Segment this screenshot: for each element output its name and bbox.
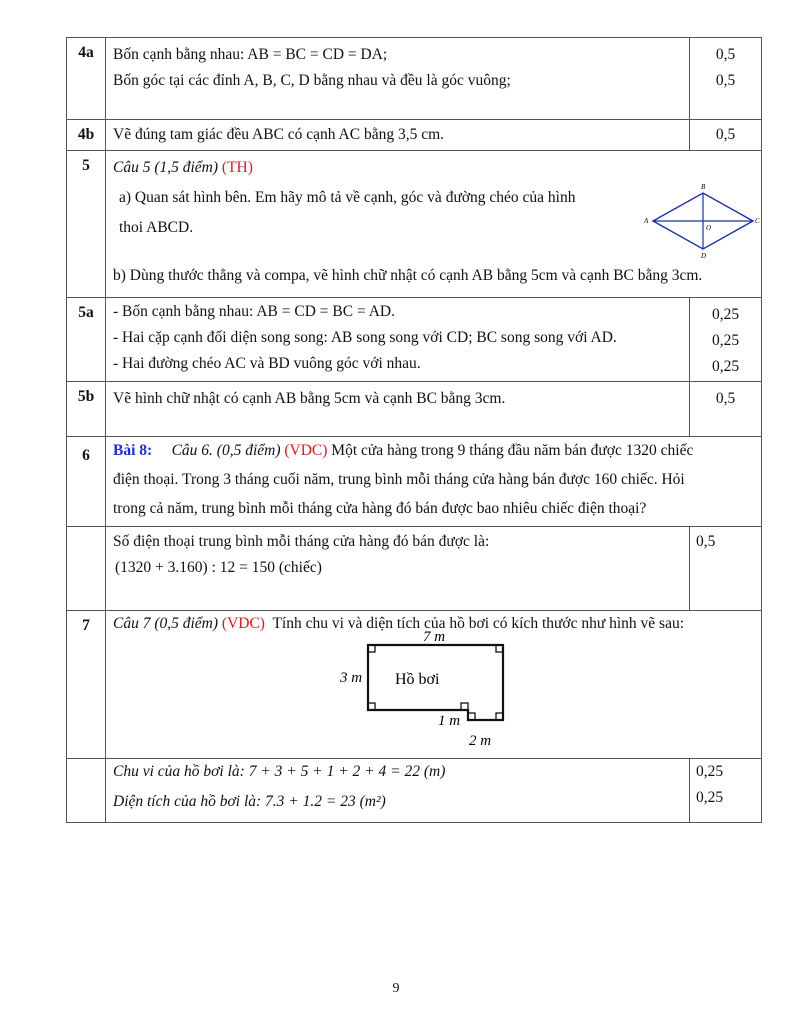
score-cell — [690, 120, 762, 151]
center-label-o: O — [706, 224, 712, 232]
score: 0,5 — [715, 72, 736, 89]
score-cell — [690, 382, 762, 437]
question-cell — [106, 151, 762, 298]
grading-table — [66, 37, 762, 823]
answer-cell — [106, 38, 690, 120]
question-label: 4a — [67, 38, 106, 120]
question-text: điện thoại. Trong 3 tháng cuối năm, trung bình mỗi tháng cửa hàng bán được 160 chiếc. Hỏi — [113, 471, 685, 488]
pool-figure — [328, 625, 518, 751]
question-text: trong cả năm, trung bình mỗi tháng cửa hàng đó bán được bao nhiêu chiếc điện thoại? — [113, 500, 647, 517]
row-5 — [67, 151, 762, 298]
question-heading: Câu 5 (1,5 điểm) — [113, 159, 219, 176]
question-label: 6 — [67, 437, 106, 527]
score: 0,25 — [711, 358, 740, 375]
answer-line: Số điện thoại trung bình mỗi tháng cửa hàng đó bán được là: — [113, 533, 490, 550]
exercise-tag: Bài 8: — [113, 442, 153, 459]
pool-name: Hồ bơi — [395, 671, 440, 688]
question-text: Tính chu vi và diện tích của hồ bơi có kích thước như hình vẽ sau: — [272, 615, 685, 632]
row-5b — [67, 382, 762, 437]
row-7 — [67, 611, 762, 759]
question-heading: Câu 7 (0,5 điểm) — [113, 615, 219, 632]
score: 0,25 — [696, 789, 724, 806]
row-6-solution — [67, 527, 762, 611]
score-cell — [690, 38, 762, 120]
question-label: 7 — [67, 611, 106, 759]
page-number: 9 — [392, 981, 400, 996]
question-label: 5 — [67, 151, 106, 298]
row-4a — [67, 38, 762, 120]
row-4b — [67, 120, 762, 151]
answer-cell — [106, 382, 690, 437]
question-text: a) Quan sát hình bên. Em hãy mô tả về cạnh, góc và đường chéo của hình — [119, 189, 576, 206]
score-cell — [690, 527, 762, 611]
rhombus-figure — [641, 181, 761, 261]
answer-line: Chu vi của hồ bơi là: 7 + 3 + 5 + 1 + 2 + 4 = 22 (m) — [113, 763, 446, 780]
question-text: b) Dùng thước thẳng và compa, vẽ hình chữ nhật có cạnh AB bằng 5cm và cạnh BC bằng 3cm. — [113, 267, 703, 284]
level-tag: (VDC) — [221, 615, 265, 632]
answer-formula: (1320 + 3.160) : 12 = 150 (chiếc) — [115, 559, 322, 576]
answer-line: - Hai cặp cạnh đối diện song song: AB song song với CD; BC song song với AD. — [113, 329, 617, 346]
score: 0,25 — [711, 332, 740, 349]
score: 0,25 — [711, 306, 740, 323]
answer-line: Bốn góc tại các đỉnh A, B, C, D bằng nhau và đều là góc vuông; — [113, 72, 511, 89]
vertex-label-c: C — [755, 217, 760, 225]
dimension-top: 7 m — [423, 629, 446, 645]
answer-cell — [106, 298, 690, 382]
row-5a — [67, 298, 762, 382]
question-label: 4b — [67, 120, 106, 151]
answer-cell — [106, 527, 690, 611]
question-cell — [106, 611, 762, 759]
score: 0,5 — [696, 533, 716, 550]
score: 0,5 — [715, 126, 736, 143]
score-cell — [690, 298, 762, 382]
vertex-label-b: B — [701, 183, 706, 191]
level-tag: (VDC) — [284, 442, 328, 459]
score: 0,5 — [715, 390, 736, 407]
question-heading: Câu 6. (0,5 điểm) — [171, 442, 281, 459]
question-cell — [106, 437, 762, 527]
row-7-solution — [67, 759, 762, 823]
question-text: thoi ABCD. — [119, 219, 194, 236]
level-tag: (TH) — [221, 159, 253, 176]
dimension-left: 3 m — [340, 670, 363, 686]
question-text: Một cửa hàng trong 9 tháng đầu năm bán được 1320 chiếc — [331, 442, 694, 459]
answer-line: Vẽ hình chữ nhật có cạnh AB bằng 5cm và cạnh BC bằng 3cm. — [113, 390, 506, 407]
answer-line: Vẽ đúng tam giác đều ABC có cạnh AC bằng 3,5 cm. — [113, 126, 445, 143]
score-cell — [690, 759, 762, 823]
vertex-label-a: A — [644, 217, 649, 225]
dimension-bottom: 2 m — [469, 733, 492, 749]
answer-cell — [106, 120, 690, 151]
question-label: 5a — [67, 298, 106, 382]
question-label: 5b — [67, 382, 106, 437]
answer-line: - Hai đường chéo AC và BD vuông góc với nhau. — [113, 355, 421, 372]
answer-line: Diện tích của hồ bơi là: 7.3 + 1.2 = 23 (m²) — [113, 793, 386, 810]
answer-cell — [106, 759, 690, 823]
answer-line: - Bốn cạnh bằng nhau: AB = CD = BC = AD. — [113, 303, 395, 320]
answer-line: Bốn cạnh bằng nhau: AB = BC = CD = DA; — [113, 46, 388, 63]
score: 0,25 — [696, 763, 724, 780]
vertex-label-d: D — [701, 252, 707, 260]
score: 0,5 — [715, 46, 736, 63]
dimension-step: 1 m — [438, 713, 461, 729]
row-6 — [67, 437, 762, 527]
